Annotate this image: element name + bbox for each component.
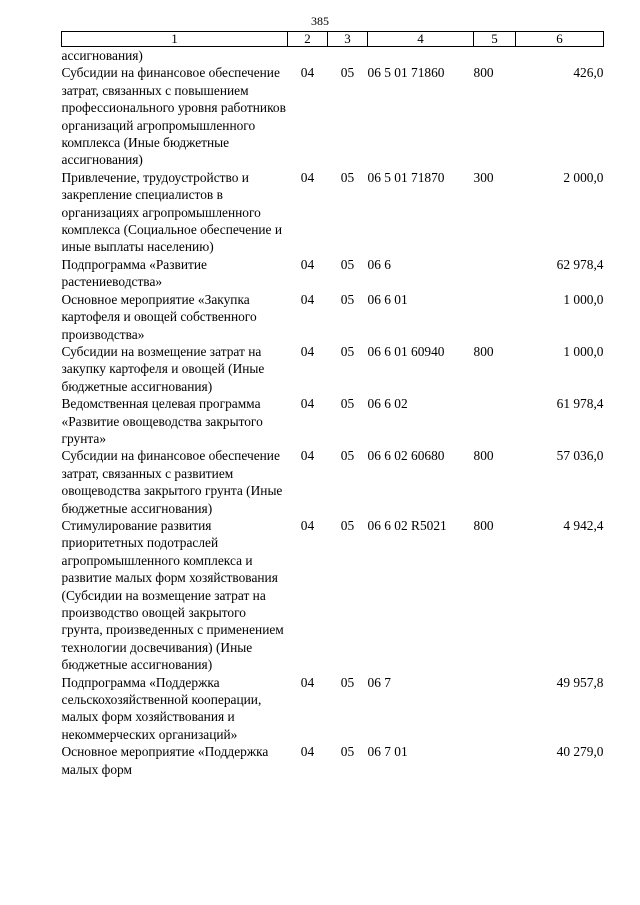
row-amount <box>516 47 604 65</box>
table-row <box>62 743 604 778</box>
row-subsection: 05 <box>340 396 355 412</box>
row-target-article: 06 6 02 <box>367 396 408 412</box>
row-section: 04 <box>300 65 315 81</box>
table-row <box>62 395 604 447</box>
row-name: ассигнования) <box>61 48 143 63</box>
row-subsection: 05 <box>340 169 355 185</box>
row-section <box>288 47 328 65</box>
row-name: Субсидии на возмещение затрат на закупку картофеля и овощей (Иные бюджетные ассигнования) <box>61 343 265 394</box>
table-row <box>62 64 604 168</box>
row-expense-type <box>474 291 516 343</box>
row-expense-type: 300 <box>473 169 494 185</box>
row-subsection: 05 <box>340 291 355 307</box>
row-amount: 1 000,0 <box>563 343 604 359</box>
row-target-article: 06 6 01 <box>367 291 408 307</box>
header-col-3: 3 <box>328 32 368 47</box>
row-section: 04 <box>300 291 315 307</box>
row-expense-type <box>474 743 516 778</box>
table-row <box>62 256 604 291</box>
row-name: Подпрограмма «Развитие растениеводства» <box>61 256 207 290</box>
row-expense-type <box>474 395 516 447</box>
row-section: 04 <box>300 744 315 760</box>
row-section: 04 <box>300 396 315 412</box>
row-subsection: 05 <box>340 256 355 272</box>
row-amount: 62 978,4 <box>556 256 604 272</box>
row-name: Ведомственная целевая программа «Развитие овощеводства закрытого грунта» <box>61 396 263 446</box>
row-section: 04 <box>300 674 315 690</box>
row-expense-type: 800 <box>473 517 494 533</box>
row-target-article: 06 5 01 71870 <box>367 169 445 185</box>
row-expense-type <box>474 674 516 744</box>
row-subsection <box>328 47 368 65</box>
row-expense-type: 800 <box>473 343 494 359</box>
row-amount: 49 957,8 <box>556 674 604 690</box>
row-subsection: 05 <box>340 674 355 690</box>
table-row <box>62 47 604 65</box>
row-section: 04 <box>300 169 315 185</box>
table-row <box>62 517 604 674</box>
table-header <box>62 32 604 47</box>
row-name: Субсидии на финансовое обеспечение затрат, связанных с повышением профессионального уровня работников организаций агропромышленного комплекса (Иные бюджетные ассигнования) <box>61 65 286 168</box>
row-amount: 40 279,0 <box>556 744 604 760</box>
row-section: 04 <box>300 517 315 533</box>
row-name: Подпрограмма «Поддержка сельскохозяйственной кооперации, малых форм хозяйствования и некоммерческих организаций» <box>61 674 262 742</box>
row-name: Стимулирование развития приоритетных подотраслей агропромышленного комплекса и развитие малых форм хозяйствования (Субсидии на возмещение затрат на производство овощей закрытого грунта, произведенных с применением технологии досвечивания) (Иные бюджетные ассигнования) <box>61 517 284 673</box>
header-col-2: 2 <box>288 32 328 47</box>
table-row <box>62 343 604 395</box>
row-expense-type: 800 <box>473 448 494 464</box>
row-subsection: 05 <box>340 744 355 760</box>
header-col-5: 5 <box>474 32 516 47</box>
row-amount: 57 036,0 <box>556 448 604 464</box>
row-expense-type <box>474 47 516 65</box>
row-target-article: 06 6 01 60940 <box>367 343 445 359</box>
row-section: 04 <box>300 448 315 464</box>
table-row <box>62 447 604 517</box>
row-amount: 2 000,0 <box>563 169 604 185</box>
table-row <box>62 291 604 343</box>
row-name: Субсидии на финансовое обеспечение затрат, связанных с развитием овощеводства закрытого грунта (Иные бюджетные ассигнования) <box>61 448 283 516</box>
row-expense-type: 800 <box>473 65 494 81</box>
row-subsection: 05 <box>340 343 355 359</box>
row-target-article: 06 6 02 R5021 <box>367 517 447 533</box>
row-name: Основное мероприятие «Поддержка малых форм <box>61 744 269 777</box>
row-subsection: 05 <box>340 448 355 464</box>
row-name: Привлечение, трудоустройство и закрепление специалистов в организациях агропромышленного комплекса (Социальное обеспечение и иные выплаты населению) <box>61 169 282 255</box>
row-amount: 426,0 <box>573 65 604 81</box>
row-section: 04 <box>300 343 315 359</box>
header-row <box>62 32 604 47</box>
row-target-article: 06 5 01 71860 <box>367 65 445 81</box>
budget-table <box>61 31 604 778</box>
row-amount: 4 942,4 <box>563 517 604 533</box>
header-col-4: 4 <box>368 32 474 47</box>
header-col-6: 6 <box>516 32 604 47</box>
row-target-article: 06 7 01 <box>367 744 408 760</box>
row-subsection: 05 <box>340 65 355 81</box>
row-name: Основное мероприятие «Закупка картофеля и овощей собственного производства» <box>61 291 257 342</box>
row-target-article: 06 7 <box>367 674 391 690</box>
row-subsection: 05 <box>340 517 355 533</box>
row-target-article <box>368 47 474 65</box>
row-section: 04 <box>300 256 315 272</box>
header-col-1: 1 <box>62 32 288 47</box>
row-amount: 61 978,4 <box>556 396 604 412</box>
row-target-article: 06 6 02 60680 <box>367 448 445 464</box>
table-row <box>62 674 604 744</box>
row-amount: 1 000,0 <box>563 291 604 307</box>
table-row <box>62 169 604 256</box>
page-number: 385 <box>311 14 329 28</box>
row-expense-type <box>474 256 516 291</box>
row-target-article: 06 6 <box>367 256 391 272</box>
